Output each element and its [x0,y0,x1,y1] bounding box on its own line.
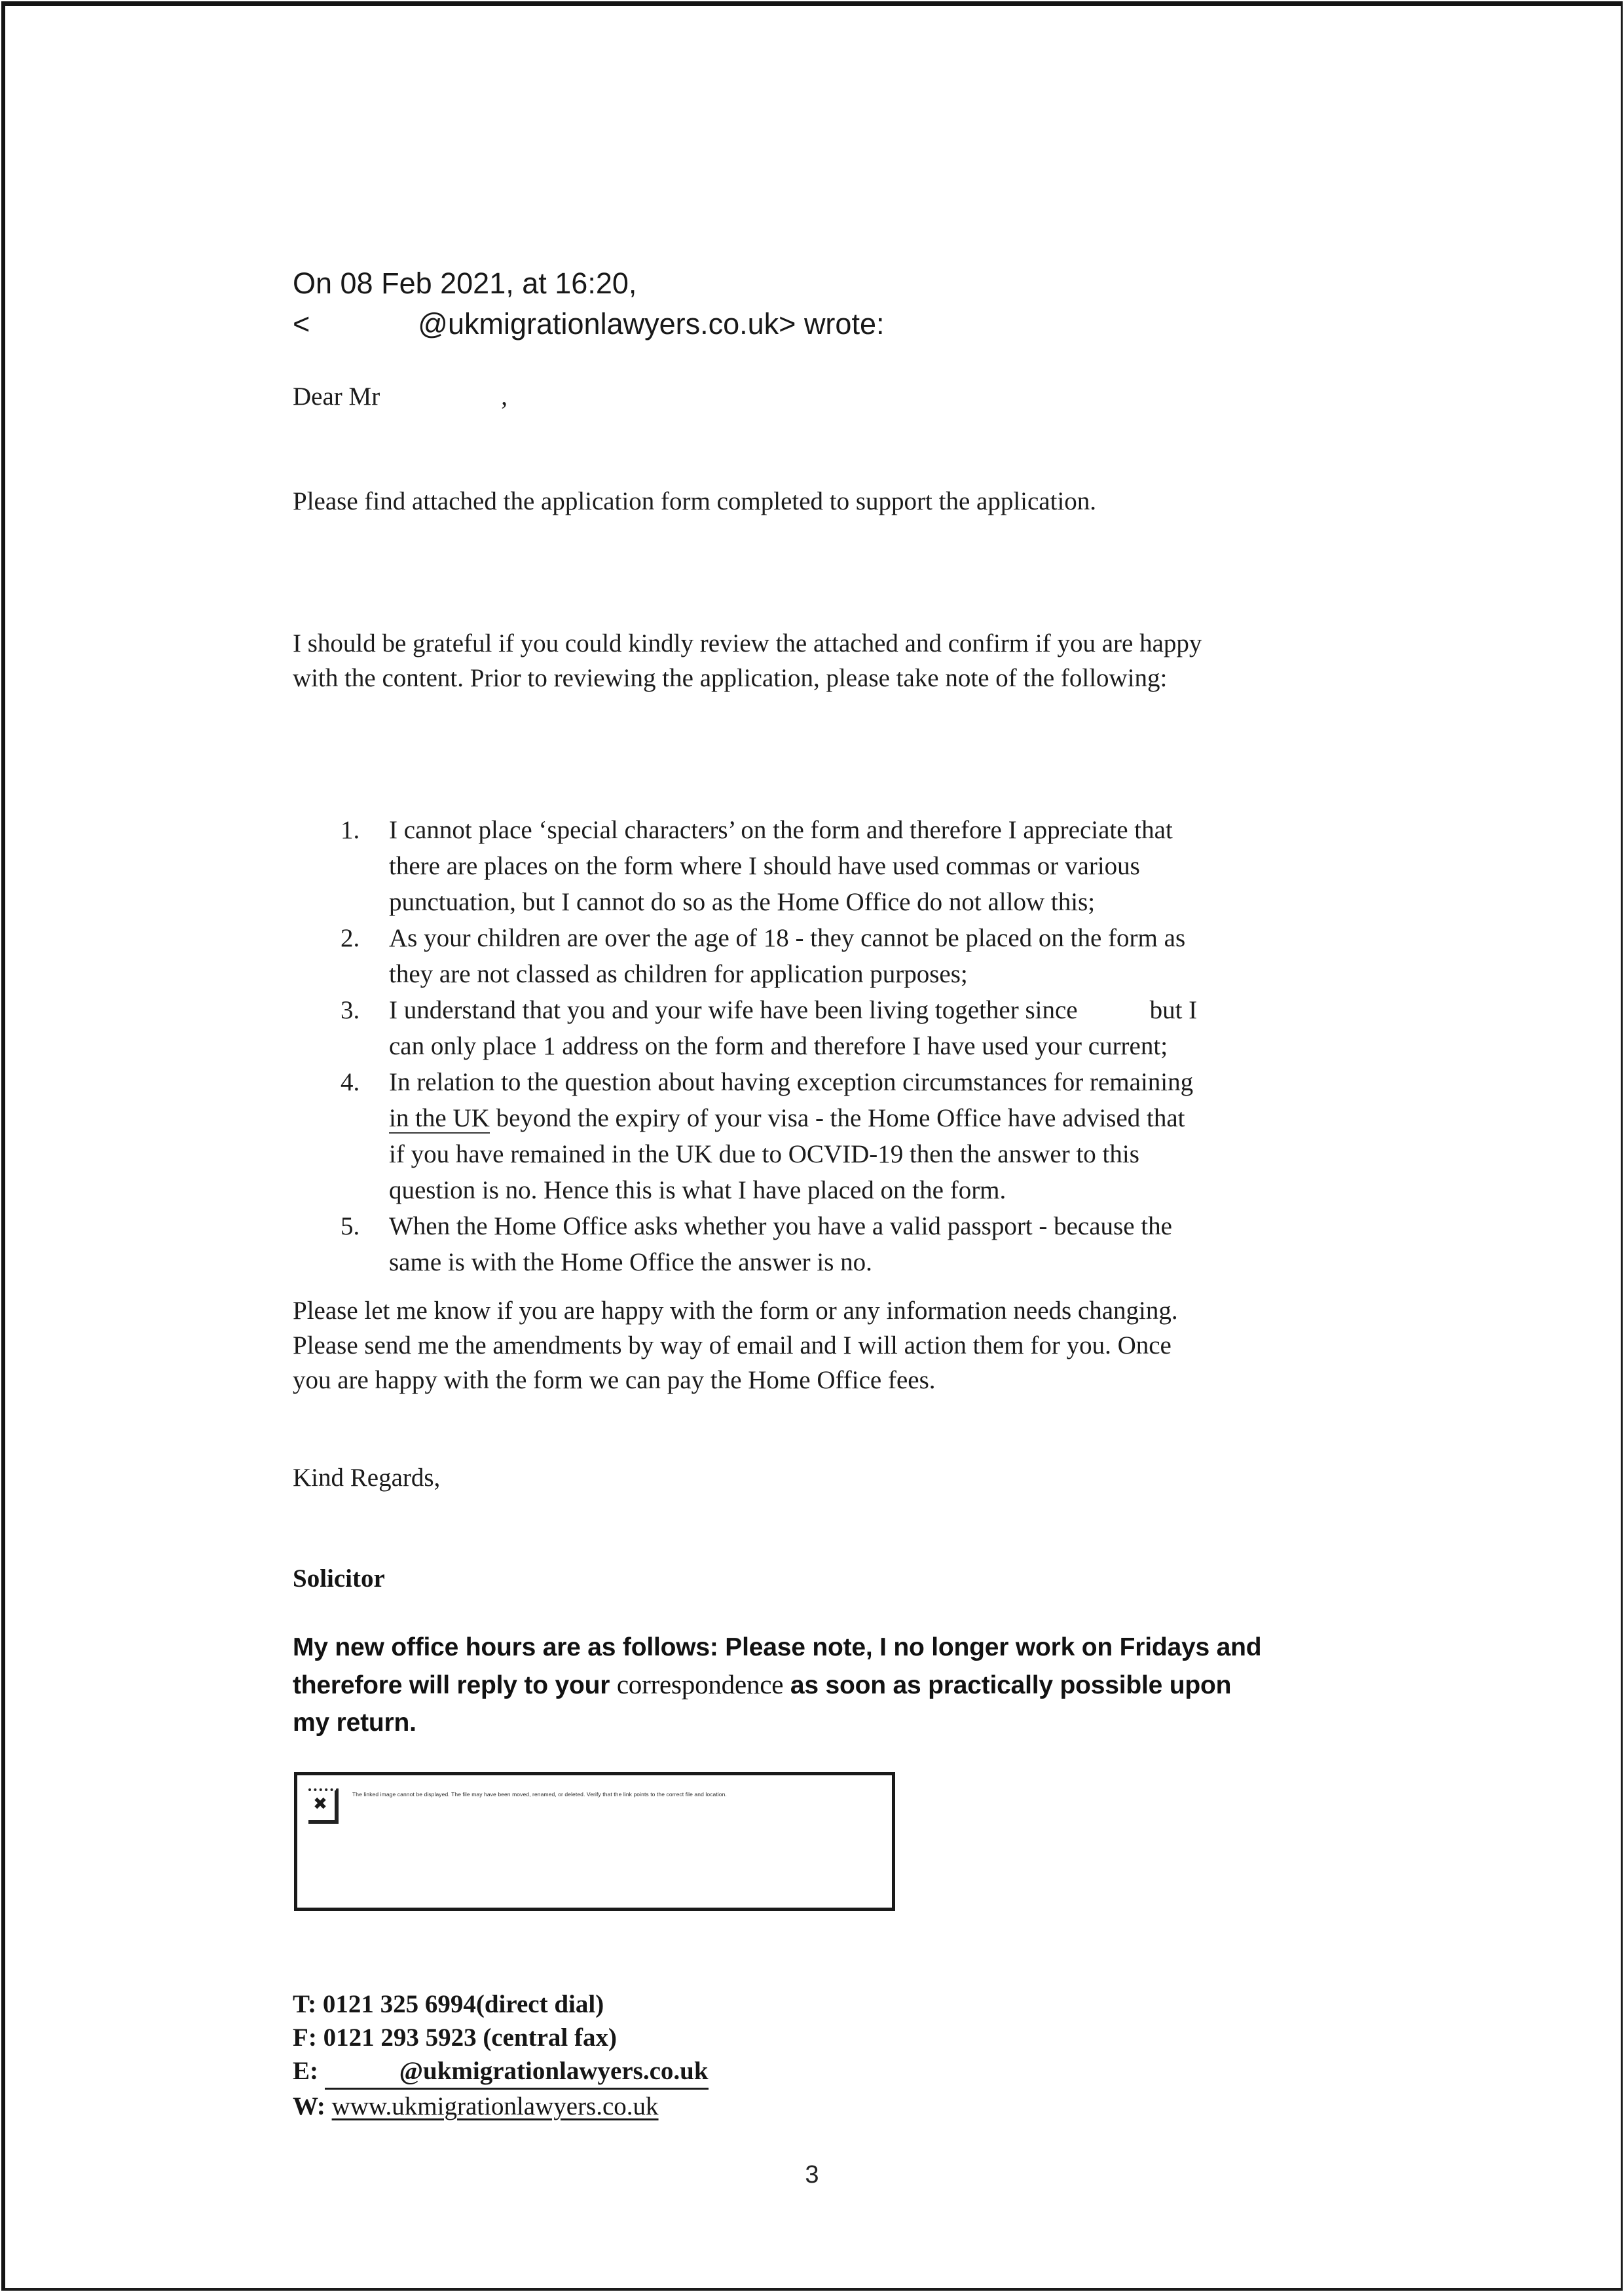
numbered-list [341,812,1197,1280]
tel-value: 0121 325 6994(direct dial) [322,1990,604,2018]
list-item-1 [341,812,1197,920]
text-line: can only place 1 address on the form and therefore I have used your current; [389,1032,1168,1060]
text-line: When the Home Office asks whether you have a valid passport - because the [389,1212,1172,1240]
text-line: In relation to the question about having exception circumstances for remaining [389,1068,1194,1096]
text-segment-serif: correspondence [616,1669,784,1699]
text-line: Please send me the amendments by way of email and I will action them for you. Once [293,1331,1172,1359]
text-line: I cannot place ‘special characters’ on the form and therefore I appreciate that [389,816,1173,844]
page-number: 3 [805,2161,819,2189]
text-line: punctuation, but I cannot do so as the Home Office do not allow this; [389,888,1096,916]
text-line: same is with the Home Office the answer is no. [389,1248,872,1276]
fax-label: F: [293,2024,317,2052]
list-number: 5. [341,1212,360,1240]
contact-fax [293,2021,709,2054]
text-line: Please let me know if you are happy with the form or any information needs changing. [293,1297,1178,1325]
list-number: 1. [341,816,360,844]
text-segment: beyond the expiry of your visa - the Home Office have advised that [496,1104,1185,1132]
paragraph-attached [293,484,1096,519]
signature-role [293,1561,385,1596]
list-item-text [389,1208,1172,1280]
text-line [389,992,1197,1028]
list-item-5 [341,1208,1197,1280]
salutation-prefix: Dear Mr [293,382,380,411]
list-number: 4. [341,1068,360,1096]
closing-regards [293,1460,440,1495]
list-item-4 [341,1064,1197,1208]
email-from-line [293,304,884,344]
list-item-text [389,920,1185,992]
text-line [293,1666,1261,1704]
text-line: Kind Regards, [293,1464,441,1492]
tel-label: T: [293,1990,317,2018]
from-address: @ukmigrationlawyers.co.uk> wrote: [418,307,885,341]
text-line: with the content. Prior to reviewing the application, please take note of the following: [293,664,1168,692]
contact-block [293,1987,709,2123]
text-segment: I understand that you and your wife have been living together since [389,996,1078,1024]
list-item-3 [341,992,1197,1064]
text-line: there are places on the form where I should have used commas or various [389,852,1140,880]
list-item-2 [341,920,1197,992]
text-line: they are not classed as children for application purposes; [389,960,968,988]
contact-email [293,2054,709,2090]
text-line: question is no. Hence this is what I have placed on the form. [389,1176,1006,1204]
underlined-text: in the UK [389,1104,490,1132]
text-line: if you have remained in the UK due to OCVID-19 then the answer to this [389,1140,1139,1168]
email-link[interactable] [325,2054,709,2090]
broken-image-x-icon [308,1788,339,1824]
text-line: Please find attached the application form completed to support the application. [293,487,1097,515]
web-label: W: [293,2092,325,2120]
salutation [293,379,507,414]
contact-web [293,2090,709,2123]
website-link[interactable]: www.ukmigrationlawyers.co.uk [331,2092,659,2120]
text-line: you are happy with the form we can pay the Home Office fees. [293,1366,936,1394]
text-line [293,379,507,414]
contact-telephone [293,1987,709,2021]
email-quote-header [293,263,884,344]
paragraph-review [293,626,1202,695]
email-date-line: On 08 Feb 2021, at 16:20, [293,267,637,300]
list-number: 3. [341,996,360,1024]
broken-image-placeholder [294,1772,895,1911]
salutation-comma: , [501,382,507,411]
broken-image-alt-text: The linked image cannot be displayed. The file may have been moved, renamed, or deleted. Verify that the link points to the correct file and location. [352,1791,727,1798]
list-number: 2. [341,924,360,952]
from-angle-bracket: < [293,307,310,341]
list-item-text [389,1064,1193,1208]
text-line: I should be grateful if you could kindly review the attached and confirm if you are happy [293,629,1202,657]
text-line: my return. [293,1709,416,1737]
text-line [389,1100,1193,1136]
text-line: My new office hours are as follows: Please note, I no longer work on Fridays and [293,1633,1262,1661]
email-label: E: [293,2057,318,2085]
text-segment: as soon as practically possible upon [783,1671,1232,1699]
text-line: Solicitor [293,1564,385,1593]
list-item-text [389,992,1197,1064]
text-segment: therefore will reply to your [293,1671,617,1699]
text-line: As your children are over the age of 18 - they cannot be placed on the form as [389,924,1186,952]
paragraph-amendments [293,1293,1178,1397]
text-segment: but I [1149,996,1198,1024]
office-hours-note [293,1629,1261,1741]
x-glyph: ✖ [313,1794,327,1814]
email-domain: @ukmigrationlawyers.co.uk [399,2057,709,2085]
fax-value: 0121 293 5923 (central fax) [323,2024,617,2052]
list-item-text [389,812,1173,920]
